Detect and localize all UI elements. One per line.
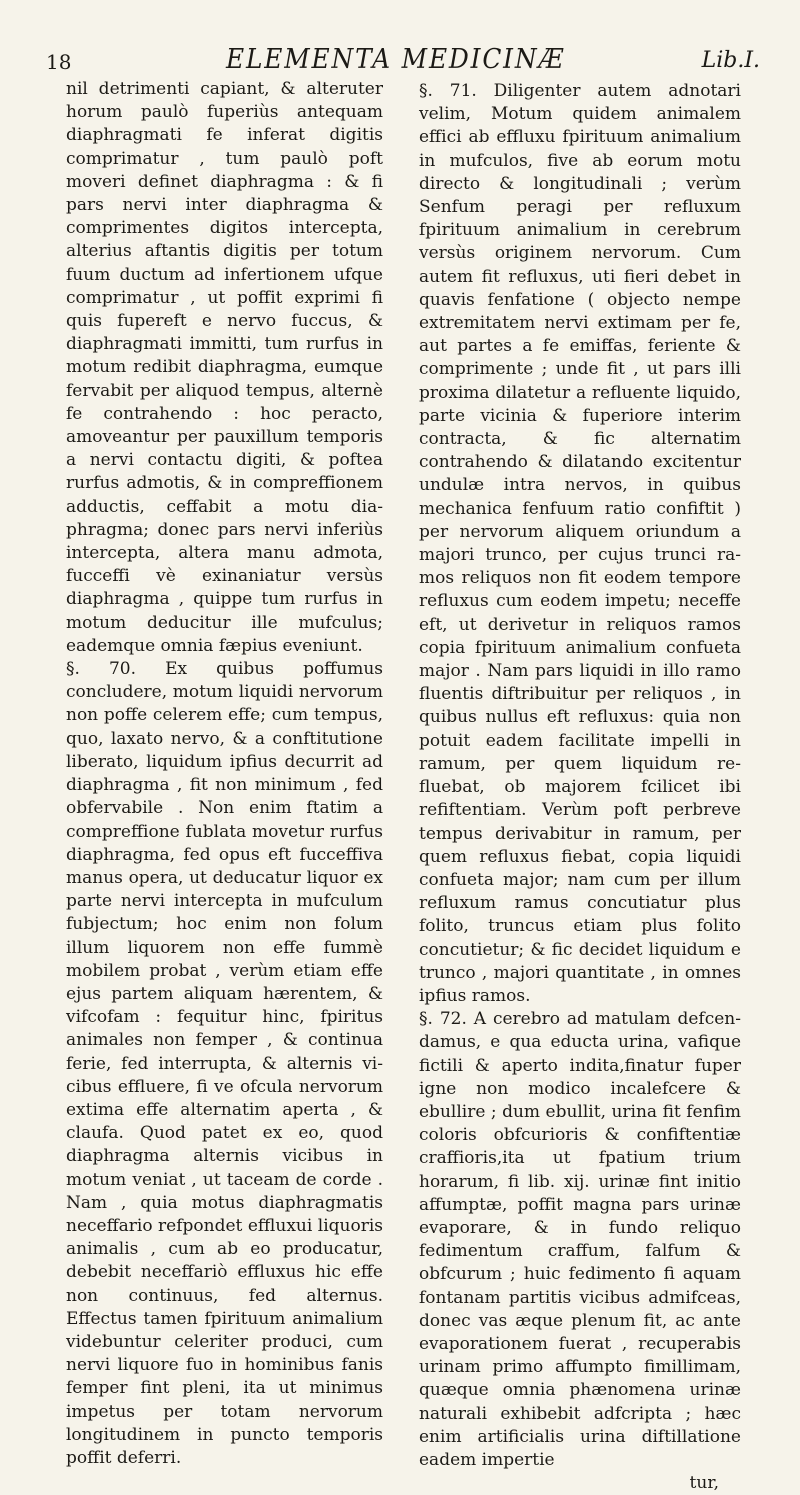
- paragraph: §. 70. Ex quibus poffumus concludere, motum liquidi nervorum non poffe celerem effe; cum tempus, quo, laxato nervo, & a conftitutione liberato, liquidum ipfius decurrit ad diaphragma , fit non minimum , fed obfervabile . Non enim ftatim a compreffione fublata movetur rurfus diaphragma, fed opus eft fucceffiva manus opera, ut deducatur liquor ex parte nervi intercepta in mufculum fubjectum; hoc enim non folum illum liquorem non effe fummè mobilem probat , verùm etiam effe ejus partem aliquam hærentem, & vifcofam : fequitur hinc, fpiritus animales non femper , & continua ferie, fed interrupta, & alternis vicibus effluere, fi ve ofcula nervorum extima effe alternatim aperta , & claufa. Quod patet ex eo, quod diaphragma alternis vicibus in motum veniat , ut taceam de corde . Nam , quia motus diaphragmatis neceffario refpondet effluxui liquoris animalis , cum ab eo producatur, debebit neceffariò effluxus hic effe non continuus, fed alternus. Effectus tamen fpirituum animalium videbuntur celeriter produci, cum nervi liquore fuo in hominibus fanis femper fint pleni, ita ut minimus impetus per totam nervorum longitudinem in puncto temporis poffit deferri.: [66, 659, 383, 1468]
- page-number: 18: [46, 50, 72, 74]
- paragraph: §. 72. A cerebro ad matulam defcendamus, e qua educta urina, vafique fictili & aperto indita,finatur fuper igne non modico incalefcere & ebullire ; dum ebullit, urina fit fenfim coloris obfcurioris & confiftentiæ craffioris,ita ut fpatium trium horarum, fi lib. xij. urinæ fint initio affumptæ, poffit magna pars urinæ evaporare, & in fundo reliquo fedimentum craffum, falfum & obfcurum ; huic fedimento fi aquam fontanam partitis vicibus admifceas, donec vas æque plenum fit, ac ante evaporationem fuerat , recuperabis urinam primo affumpto fimillimam, quæque omnia phænomena urinæ naturali exhibebit adfcripta ; hæc enim artificialis urina diftillatione eadem impertie: [419, 1009, 741, 1470]
- right-column: [419, 80, 741, 1495]
- left-column: [66, 78, 383, 1470]
- paragraph: §. 71. Diligenter autem adnotari velim, Motum quidem animalem effici ab effluxu fpirituum animalium in mufculos, five ab eorum motu directo & longitudinali ; verùm Senfum peragi per refluxum fpirituum animalium in cerebrum versùs originem nervorum. Cum autem fit refluxus, uti fieri debet in quavis fenfatione ( objecto nempe extremitatem nervi extimam per fe, aut partes a fe emiffas, feriente & comprimente ; unde fit , ut pars illi proxima dilatetur a refluente liquido, parte vicinia & fuperiore interim contracta, & fic alternatim contrahendo & dilatando excitentur undulæ intra nervos, in quibus mechanica fenfuum ratio confiftit ) per nervorum aliquem oriundum a majori trunco, per cujus trunci ramos reliquos non fit eodem tempore refluxus cum eodem impetu; neceffe eft, ut derivetur in reliquos ramos copia fpirituum animalium confueta major . Nam pars liquidi in illo ramo fluentis diftribuitur per reliquos , in quibus nullus eft refluxus: quia non potuit eadem facilitate impelli in ramum, per quem liquidum refluebat, ob majorem fcilicet ibi refiftentiam. Verùm poft perbreve tempus derivabitur in ramum, per quem refluxus fiebat, copia liquidi confueta major; nam cum per illum refluxum ramus concutiatur plus folito, truncus etiam plus folito concutietur; & fic decidet liquidum e trunco , majori quantitate , in omnes ipfius ramos.: [419, 81, 741, 1006]
- book-reference: Lib.I.: [701, 48, 760, 73]
- paragraph: nil detrimenti capiant, & alteruter horum paulò fuperiùs antequam diaphragmati fe inferat digitis comprimatur , tum paulò poft moveri definet diaphragma : & fi pars nervi inter diaphragma & comprimentes digitos intercepta, alterius aftantis digitis per totum fuum ductum ad infertionem ufque comprimatur , ut poffit exprimi fi quis fupereft e nervo fuccus, & diaphragmati immitti, tum rurfus in motum redibit diaphragma, eumque fervabit per aliquod tempus, alternè fe contrahendo : hoc peracto, amoveantur per pauxillum temporis a nervi contactu digiti, & poftea rurfus admotis, & in compreffionem adductis, ceffabit a motu diaphragma; donec pars nervi inferiùs intercepta, altera manu admota, fucceffi vè exinaniatur versùs diaphragma , quippe tum rurfus in motum deducitur ille mufculus; eademque omnia fæpius eveniunt.: [66, 79, 383, 656]
- page-header: [46, 44, 766, 80]
- catchword: tur,: [689, 1473, 719, 1494]
- running-title: ELEMENTA MEDICINÆ: [226, 44, 566, 75]
